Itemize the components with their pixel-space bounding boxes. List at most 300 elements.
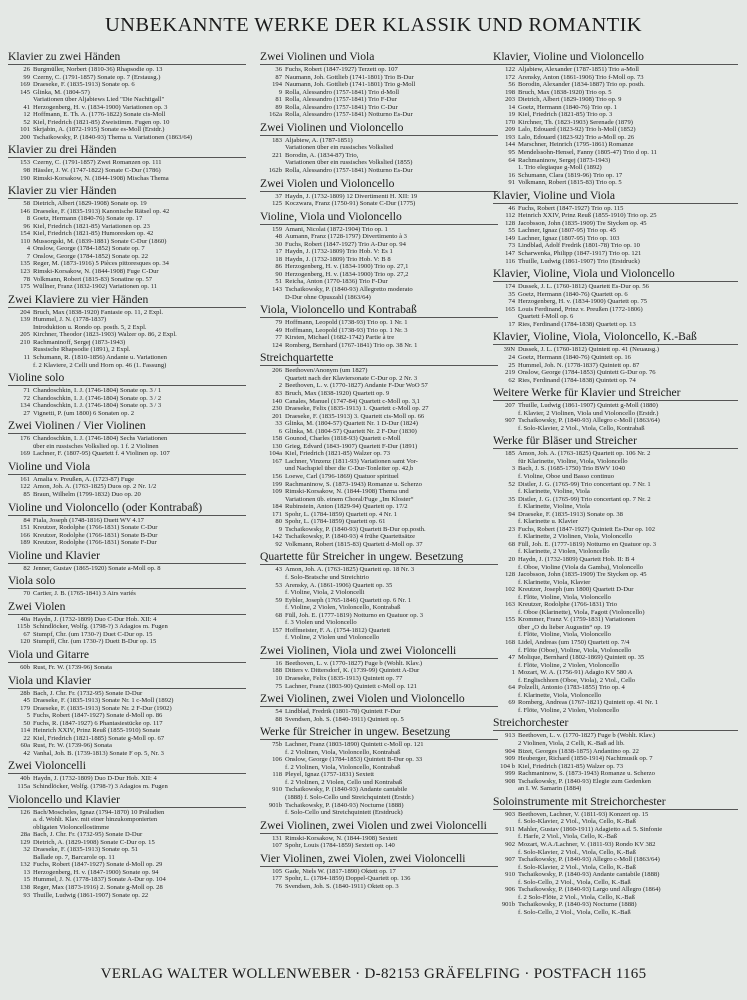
catalog-section (493, 267, 738, 328)
work-description: Naumann, Joh. Gottlieb (1741-1801) Trio g-Moll (285, 81, 416, 89)
catalog-entry (493, 511, 738, 519)
catalog-entry (8, 276, 246, 284)
catalog-number: 149 (505, 234, 515, 242)
work-description: f. Klavier, 2 Violinen, Viola und Violoncello (Erstdr.) (518, 409, 659, 417)
catalog-number: 169 (20, 81, 30, 89)
catalog-entry (493, 179, 738, 187)
work-description: Skrjabin, A. (1872-1915) Sonate es-Moll (Erstdr.) (33, 126, 165, 134)
work-description: Stumpff, Chr. (um 1730-?) Duett B-Dur op. 15 (33, 638, 157, 646)
catalog-number (493, 864, 518, 872)
work-description: an I. W. Samarin (1884) (518, 785, 582, 793)
catalog-number: 910 (272, 786, 282, 794)
catalog-entry (493, 548, 738, 556)
work-description: Jacobsson, John (1835-1909) Tre Stycken op. 45 (518, 219, 647, 227)
catalog-section (8, 793, 246, 900)
catalog-entry (493, 172, 738, 180)
catalog-entry (493, 227, 738, 235)
catalog-number: 107 (272, 842, 282, 850)
catalog-entry (8, 735, 246, 743)
work-description: Jacobsson, John (1835-1909) Tre Stycken op. 45 (518, 571, 647, 579)
work-description: Tschaikowsky, P. (1840-93) Quartett B-Dur op.posth. (285, 525, 426, 533)
work-description: f. Violine, 2 Violen und Violoncello (285, 634, 380, 642)
catalog-number: 28a (20, 831, 30, 839)
catalog-section (8, 419, 246, 458)
work-description: Rolla, Alessandro (1757-1841) Trio d-Moll (285, 88, 400, 96)
work-description: f. Klarinette, Viola, Klavier (518, 578, 591, 586)
work-description: und Nachspiel über die C-Dur-Tonleiter op. 42,b (285, 465, 414, 473)
catalog-number: 50 (23, 719, 30, 727)
work-description: Schindlöcker, Wolfg. (1798-?) 3 Adagios m. Fugen (33, 623, 168, 631)
catalog-entry (260, 481, 498, 489)
catalog-number: 67 (23, 630, 30, 638)
catalog-number: 142 (272, 533, 282, 541)
catalog-number: 54 (275, 708, 282, 716)
catalog-section (493, 50, 738, 187)
catalog-entry (260, 465, 498, 473)
catalog-entry (8, 283, 246, 291)
work-description: Variationen über ein russisches Volkslied (285, 144, 394, 152)
catalog-entry (493, 458, 738, 466)
catalog-entry (493, 886, 738, 894)
catalog-number (493, 473, 518, 481)
catalog-entry (260, 779, 498, 787)
catalog-entry (260, 597, 498, 605)
section-title: Violine und Viola (8, 460, 246, 475)
work-description: über „O du lieber Augustin“ op. 19 (518, 623, 611, 631)
work-description: f. Solo-Bratsche und Streichtrio (285, 573, 369, 581)
catalog-entry (260, 802, 498, 810)
work-description: Kiel, Friedrich (1821-85) Zweistimm. Fugen op. 10 (33, 118, 170, 126)
section-title: Zwei Violinen / Vier Violinen (8, 419, 246, 434)
catalog-section (260, 50, 498, 119)
catalog-number: 163 (505, 601, 515, 609)
catalog-entry (493, 533, 738, 541)
catalog-entry (493, 425, 738, 433)
catalog-number: 77 (275, 334, 282, 342)
work-description: Rimski-Korsakow, N. (1844-1908) Thema und (285, 488, 409, 496)
work-description: Tschaikowsky, P. (1840-93) Andante cantabile (285, 786, 408, 794)
section-title: Klavier zu drei Händen (8, 143, 246, 158)
catalog-section (260, 852, 498, 891)
catalog-entry (260, 794, 498, 802)
work-description: Reicha, Anton (1770-1836) Trio F-Dur (285, 278, 388, 286)
catalog-number: 161 (20, 475, 30, 483)
catalog-number: 157 (272, 626, 282, 634)
work-description: a. d. Wohlt. Klav. mit einer hinzukomponierten (33, 816, 158, 824)
catalog-number (493, 631, 518, 639)
catalog-number: 53 (275, 581, 282, 589)
catalog-entry (493, 909, 738, 917)
catalog-entry (260, 278, 498, 286)
catalog-entry (493, 298, 738, 306)
catalog-entry (493, 594, 738, 602)
work-description: Pleyel, Ignaz (1757-1831) Sextett (285, 771, 374, 779)
catalog-entry (493, 488, 738, 496)
catalog-number (260, 589, 285, 597)
catalog-entry (260, 526, 498, 534)
work-description: Chandoschkin, I. J. (1746-1804) Sonate op. 3 / 2 (33, 394, 162, 402)
catalog-number: 72 (23, 394, 30, 402)
section-title: Klavier, Violine und Viola (493, 189, 738, 204)
catalog-entry (260, 435, 498, 443)
work-description: Tschaikowsky, P. (1840-93) Andante cantabile (1888) (518, 871, 660, 879)
catalog-entry (8, 443, 246, 451)
catalog-entry (8, 324, 246, 332)
catalog-entry (8, 483, 246, 491)
catalog-number: 15 (23, 876, 30, 884)
work-description: Herzogenberg, H. v. (1847-1900) Sonate op. 94 (33, 868, 159, 876)
work-description: f. Violine, Oboe und Basso continuo (518, 472, 614, 480)
catalog-number: 5 (26, 712, 30, 720)
catalog-entry (260, 342, 498, 350)
catalog-number: 27 (23, 409, 30, 417)
catalog-number (260, 794, 285, 802)
work-description: Amani, Nicolai (1872-1904) Trio op. 1 (285, 225, 388, 233)
work-description: Amon, Joh. A. (1763-1825) Duos op. 2 Nr. 1/2 (33, 483, 157, 491)
work-description: Herzogenberg, H. v. (1834-1900) Trio op. 27,2 (285, 270, 409, 278)
catalog-number: 16 (275, 659, 282, 667)
catalog-number: 85 (23, 490, 30, 498)
work-description: Aljabiew, A. (1787-1851) (285, 136, 353, 144)
catalog-entry (8, 223, 246, 231)
work-description: Bach, J. Chr. Fr. (1732-95) Sonate D-Dur (33, 831, 143, 839)
work-description: Scharwenka, Philipp (1847-1917) Trio op. 121 (518, 250, 642, 258)
catalog-entry (260, 200, 498, 208)
work-description: f. Flöte, Violine, Viola, Violoncello (518, 593, 611, 601)
section-title: Violine solo (8, 371, 246, 386)
section-title: Klavier, Violine, Viola und Violoncello (493, 267, 738, 282)
catalog-number: 99 (23, 73, 30, 81)
catalog-number: 68 (275, 611, 282, 619)
work-description: Schumann, Clara (1819-96) Trio op. 17 (518, 171, 623, 179)
catalog-entry (493, 662, 738, 670)
work-description: f. Violine, 2 Violen, Violoncello, Kontrabaß (285, 604, 401, 612)
work-description: f. Klarinette, Viola, Violoncello (518, 691, 602, 699)
work-description: Volkmann, Robert (1815-83) Trio op. 5 (518, 179, 622, 187)
work-description: Lachner, Ignaz (1807-95) Trio op. 45 (518, 227, 617, 235)
catalog-entry (493, 481, 738, 489)
work-description: für Klarinette, Violine, Viola, Violoncello (518, 457, 628, 465)
work-description: Ditters v. Dittersdorf, K. (1739-99) Quintett A-Dur (285, 667, 420, 675)
catalog-number: 52 (23, 118, 30, 126)
catalog-entry (8, 831, 246, 839)
catalog-entry (493, 818, 738, 826)
catalog-number: 76 (275, 882, 282, 890)
catalog-entry (493, 526, 738, 534)
catalog-number (493, 785, 518, 793)
catalog-entry (8, 476, 246, 484)
catalog-entry (260, 660, 498, 668)
catalog-number (260, 294, 285, 302)
work-description: Goetz, Hermann (1840-76) Sonate op. 17 (33, 215, 143, 223)
catalog-number: 190 (20, 174, 30, 182)
work-description: Goetz, Hermann (1840-76) Quartett op. 6 (518, 290, 628, 298)
catalog-entry (8, 532, 246, 540)
work-description: Distler, J. G. (1765-99) Trio concertant op. 7 Nr. 1 (518, 480, 651, 488)
catalog-section (493, 716, 738, 792)
publisher-footer: VERLAG WALTER WOLLENWEBER · D-82153 GRÄFELFING · POSTFACH 1165 (100, 966, 647, 982)
work-description: Beethoven, L. v. (1770-1827) Fuge b (Wohlt. Klav.) (285, 659, 423, 667)
catalog-number: 33 (275, 420, 282, 428)
catalog-entry (260, 89, 498, 97)
catalog-entry (8, 705, 246, 713)
catalog-entry (260, 503, 498, 511)
catalog-entry (8, 74, 246, 82)
catalog-entry (493, 763, 738, 771)
section-title: Zwei Violinen, zwei Violen und zwei Violoncelli (260, 819, 498, 834)
work-description: Onslow, George (1784-1853) Quintett B-Dur op. 33 (285, 756, 423, 764)
catalog-number: 64 (508, 156, 515, 164)
catalog-section (8, 50, 246, 141)
catalog-entry (493, 647, 738, 655)
catalog-entry (260, 405, 498, 413)
work-description: f. 2 Solo-Flöte, 2 Viol., Viola, Cello, K.-Baß (518, 893, 635, 901)
work-description: Rolla, Alessandro (1757-1841) Trio C-Dur (285, 103, 398, 111)
catalog-entry (8, 362, 246, 370)
section-title: Klavier, Violine, Viola, Violoncello, K.-Baß (493, 330, 738, 345)
catalog-number: 37 (275, 192, 282, 200)
catalog-entry (493, 149, 738, 157)
catalog-entry (260, 683, 498, 691)
catalog-number (493, 458, 518, 466)
catalog-section (260, 177, 498, 208)
work-description: Tschaikowsky, P. (1840-93) Largo und Allegro (1864) (518, 886, 661, 894)
work-description: Draeseke, F. (1835-1913) Sonate op. 51 (33, 846, 138, 854)
work-description: Kreutzer, Rodolphe (1766-1831) Sonate B-Dur (33, 531, 158, 539)
catalog-section (8, 549, 246, 573)
catalog-number: 56 (508, 81, 515, 89)
catalog-number: 123 (20, 268, 30, 276)
catalog-entry (493, 631, 738, 639)
catalog-number: 32 (23, 846, 30, 854)
catalog-number (493, 425, 518, 433)
catalog-entry (8, 159, 246, 167)
work-description: f. Solo-Cello, 2 Viol., Viola, Cello, K.-Baß (518, 908, 631, 916)
catalog-entry (493, 785, 738, 793)
catalog-entry (260, 675, 498, 683)
catalog-entry (260, 167, 498, 175)
catalog-entry (260, 111, 498, 119)
work-description: Draeseke, F. (1835-1913) Sonate op. 38 (518, 510, 623, 518)
work-description: Füll, Joh. E. (1777-1819) Notturno en Quatuor op. 3 (285, 611, 424, 619)
catalog-entry (8, 565, 246, 573)
catalog-entry (260, 428, 498, 436)
catalog-entry (8, 631, 246, 639)
work-description: Polzelli, Antonio (1783-1855) Trio op. 4 (518, 684, 625, 692)
catalog-entry (8, 816, 246, 824)
work-description: obligaten Violoncellostimme (33, 823, 110, 831)
work-description: Cartier, J. B. (1765-1841) 3 Airs variés (33, 590, 136, 598)
work-description: Onslow, George (1784-1853) Quintett G-Dur op. 76 (518, 369, 656, 377)
catalog-number: 80 (275, 518, 282, 526)
catalog-entry (493, 826, 738, 834)
catalog-number: 23 (508, 525, 515, 533)
catalog-number: 183 (272, 136, 282, 144)
catalog-entry (493, 849, 738, 857)
work-description: f. Klarinette, 2 Violinen, Viola, Violoncello (518, 533, 632, 541)
catalog-entry (493, 894, 738, 902)
work-description: f. Solo-Klavier, 2 Viol., Viola, Cello, K.-Baß (518, 848, 636, 856)
work-description: Rubinstein, Anton (1829-94) Quartett op. 17/2 (285, 503, 408, 511)
catalog-number: 83 (275, 389, 282, 397)
catalog-section (8, 674, 246, 758)
catalog-entry (8, 331, 246, 339)
work-description: Schumann, R. (1810-1856) Andante u. Variationen (33, 353, 167, 361)
catalog-number: 55 (508, 227, 515, 235)
work-description: Beethoven/Anonym (um 1827) (285, 367, 368, 375)
catalog-entry (493, 811, 738, 819)
work-description: Tschaikowsky, P. (1840-93) Nocturne (1888) (285, 801, 404, 809)
catalog-number: 122 (20, 483, 30, 491)
catalog-entry (260, 875, 498, 883)
catalog-entry (8, 354, 246, 362)
catalog-number: 20 (508, 555, 515, 563)
catalog-entry (8, 104, 246, 112)
work-description: f. 2 Violinen, Viola, Violoncello, Kontrabaß (285, 763, 401, 771)
work-description: Dussek, J. L. (1760-1812) Quartett Es-Dur op. 56 (518, 283, 649, 291)
catalog-number: 903 (505, 810, 515, 818)
section-title: Viola, Violoncello und Kontrabaß (260, 303, 498, 318)
work-description: Kreutzer, Joseph (um 1800) Quartett D-Dur (518, 586, 634, 594)
catalog-number: 205 (20, 331, 30, 339)
catalog-number: 198 (505, 88, 515, 96)
work-description: Rolla, Alessandro (1757-1841) Notturno Es-Dur (285, 111, 413, 119)
work-description: Krommer, Franz V. (1759-1831) Variationen (518, 616, 636, 624)
catalog-entry (260, 619, 498, 627)
catalog-entry (493, 833, 738, 841)
catalog-entry (8, 638, 246, 646)
catalog-entry (8, 111, 246, 119)
catalog-section (260, 692, 498, 723)
catalog-number: 184 (272, 503, 282, 511)
work-description: Bach, J. S. (1685-1750) Trio BWV 1040 (518, 465, 626, 473)
catalog-entry (493, 901, 738, 909)
catalog-entry (493, 157, 738, 165)
catalog-entry (8, 175, 246, 183)
catalog-number: 79 (275, 319, 282, 327)
catalog-entry (493, 778, 738, 786)
catalog-number: 90 (275, 270, 282, 278)
catalog-entry (260, 382, 498, 390)
catalog-number: 35 (508, 495, 515, 503)
catalog-section (260, 644, 498, 690)
catalog-entry (8, 884, 246, 892)
work-description: f. Flöte, Violine, 2 Violen, Violoncello (518, 661, 620, 669)
work-description: Haydn, J. (1732-1809) 12 Divertimenti H. XII: 19 (285, 192, 418, 200)
work-description: Heinrich XXIV, Prinz Reuß (1855-1910) Sonate (33, 727, 161, 735)
catalog-entry (260, 764, 498, 772)
work-description: Dietrich, Albert (1829-1908) Sonate op. 19 (33, 200, 147, 208)
catalog-entry (260, 286, 498, 294)
work-description: Tschaikowsky, P. (1840-93) 4 frühe Quartettsätze (285, 533, 416, 541)
catalog-number: 159 (272, 225, 282, 233)
catalog-entry (260, 835, 498, 843)
work-description: Jenner, Gustav (1865-1920) Sonate a-Moll op. 8 (33, 564, 161, 572)
work-description: Mahler, Gustav (1860-1911) Adagietto a.d. 5. Sinfonie (518, 825, 663, 833)
catalog-entry (260, 152, 498, 160)
work-description: Vanhal, Joh. B. (1739-1813) Sonate F op. 5, Nr. 3 (33, 749, 164, 757)
work-description: Haydn, J. (1732-1809) Trio Hob. V: B 8 (285, 255, 391, 263)
section-title: Violoncello und Klavier (8, 793, 246, 808)
section-title: Zwei Violen und Violoncello (260, 177, 498, 192)
catalog-entry (8, 846, 246, 854)
section-title: Violine und Klavier (8, 549, 246, 564)
catalog-entry (8, 824, 246, 832)
catalog-number: 11 (23, 353, 30, 361)
section-title: Klavier zu zwei Händen (8, 50, 246, 65)
section-title: Viola und Klavier (8, 674, 246, 689)
work-description: Aumann, Franz (1728-1797) Divertimento à 3 (285, 233, 407, 241)
catalog-entry (8, 230, 246, 238)
work-description: Romberg, Andreas (1767-1821) Quintett op. 41 Nr. 1 (518, 699, 659, 707)
catalog-entry (493, 141, 738, 149)
work-description: Draeseke, F. (1835-1913) Sonate op. 6 (33, 81, 135, 89)
catalog-entry (260, 256, 498, 264)
catalog-entry (260, 420, 498, 428)
catalog-number: 24 (508, 353, 515, 361)
catalog-entry (493, 624, 738, 632)
catalog-entry (260, 511, 498, 519)
catalog-number: 75 (275, 682, 282, 690)
catalog-number: 174 (505, 283, 515, 291)
section-title: Zwei Violinen und Violoncello (260, 121, 498, 136)
work-description: Beethoven, Lachner, V. (1811-93) Konzert op. 15 (518, 810, 649, 818)
catalog-number (8, 854, 33, 862)
catalog-number (8, 443, 33, 451)
catalog-number (260, 465, 285, 473)
work-description: f. Solo-Cello, 2 Viol., Viola, Cello, K.-Baß (518, 878, 631, 886)
catalog-number: 14 (508, 103, 515, 111)
catalog-entry (8, 450, 246, 458)
work-description: f. Flöte (Oboe), Violine, Viola, Violoncello (518, 646, 632, 654)
catalog-number: 60b (20, 663, 30, 671)
catalog-number: 128 (505, 219, 515, 227)
catalog-entry (493, 306, 738, 314)
catalog-number: 73 (508, 242, 515, 250)
catalog-entry (260, 541, 498, 549)
catalog-entry (260, 327, 498, 335)
catalog-entry (493, 616, 738, 624)
catalog-number: 134 (20, 402, 30, 410)
catalog-entry (8, 590, 246, 598)
catalog-number: 106 (272, 756, 282, 764)
catalog-entry (493, 450, 738, 458)
catalog-entry (8, 410, 246, 418)
work-description: Hoffmann, E. Th. A. (1776-1822) Sonate cis-Moll (33, 111, 166, 119)
catalog-number (493, 164, 518, 172)
catalog-number: 75b (272, 741, 282, 749)
work-description: Braun, Wilhelm (1799-1832) Duo op. 20 (33, 490, 141, 498)
catalog-section (493, 189, 738, 265)
catalog-number: 22 (23, 734, 30, 742)
catalog-number: 176 (20, 435, 30, 443)
work-description: Chandoschkin, I. J. (1746-1804) Sonate op. 3 / 1 (33, 387, 162, 395)
work-description: Lindblad, Fredrik (1801-78) Quintett F-Dur (285, 708, 401, 716)
catalog-entry (8, 387, 246, 395)
work-description: Dussek, J. L. (1760-1812) Quintett op. 41 (Neuausg.) (518, 346, 660, 354)
work-description: Mozart, W.A./Lachner, V. (1811-93) Rondo KV 382 (518, 841, 656, 849)
page-title: UNBEKANNTE WERKE DER KLASSIK UND ROMANTIK (104, 14, 643, 36)
catalog-number: 906 (505, 886, 515, 894)
work-description: Bruch, Max (1838-1920) Fantasie op. 11, 2 Expl. (33, 308, 163, 316)
catalog-entry (260, 582, 498, 590)
catalog-section (8, 143, 246, 182)
work-description: Tschaikowsky, P. (1840-93) Thema u. Variationen (1863/64) (33, 133, 193, 141)
catalog-section (8, 184, 246, 291)
catalog-number (260, 144, 285, 152)
work-description: Fuchs, Robert (1847-1927) Trio op. 115 (518, 204, 624, 212)
catalog-number: 162b (268, 167, 282, 175)
